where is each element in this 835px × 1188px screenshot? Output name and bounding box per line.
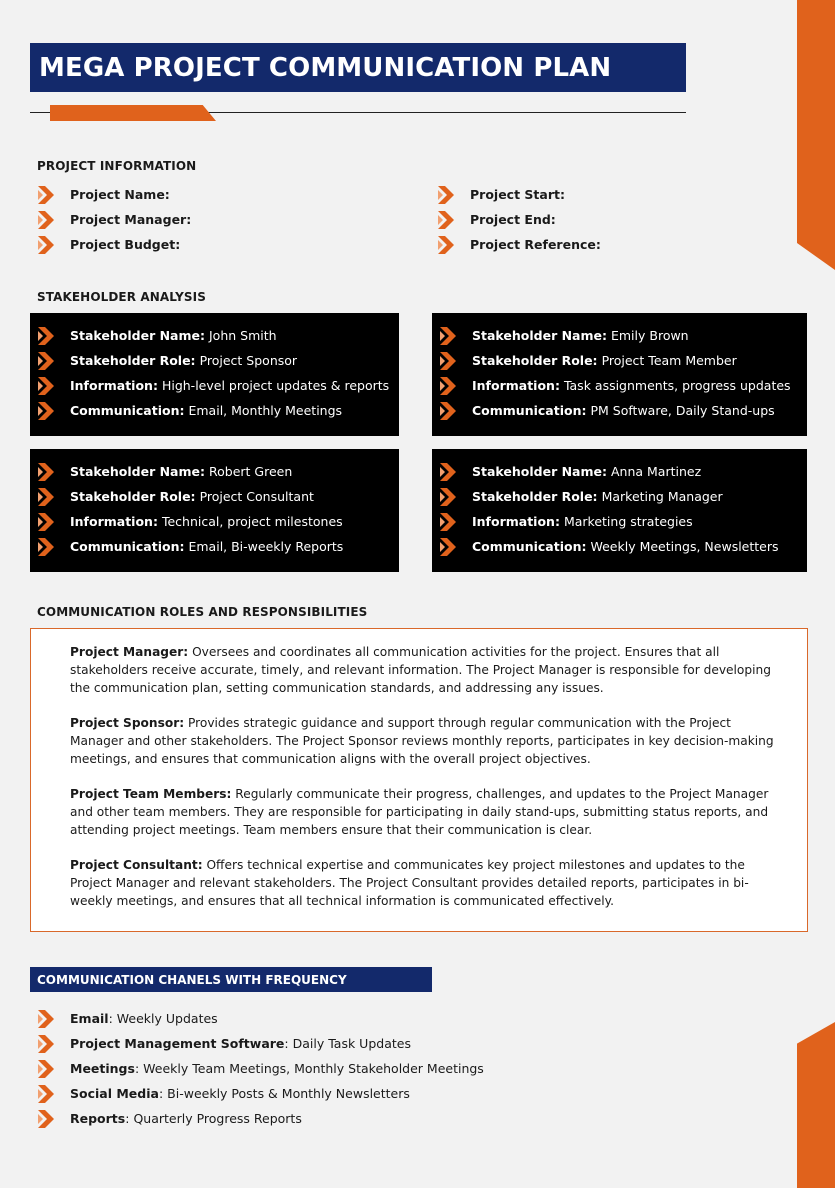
channel-item <box>38 1056 484 1081</box>
roles-box <box>30 628 808 932</box>
channel-separator: : <box>108 1011 113 1026</box>
chevron-right-icon <box>440 327 456 345</box>
info-label: Project Budget: <box>70 237 181 252</box>
channels-heading: COMMUNICATION CHANELS WITH FREQUENCY <box>30 967 432 992</box>
field-value: Robert Green <box>208 464 293 479</box>
field-label: Communication: <box>70 539 185 554</box>
chevron-right-icon <box>38 488 54 506</box>
stakeholder-info-row <box>440 373 807 398</box>
field-value: Emily Brown <box>610 328 689 343</box>
channel-separator: : <box>158 1086 164 1101</box>
channel-value: Daily Task Updates <box>292 1036 411 1051</box>
stakeholder-card <box>30 449 399 572</box>
channel-label: Email <box>70 1011 109 1026</box>
field-label: Stakeholder Role: <box>70 489 196 504</box>
chevron-right-icon <box>38 186 54 204</box>
role-paragraph <box>70 856 787 910</box>
channel-value: Weekly Updates <box>116 1011 218 1026</box>
project-info-heading: PROJECT INFORMATION <box>37 159 197 173</box>
project-info-right <box>438 182 601 257</box>
field-value: Project Consultant <box>199 489 314 504</box>
chevron-right-icon <box>438 211 454 229</box>
field-value: Marketing strategies <box>563 514 693 529</box>
chevron-right-icon <box>438 236 454 254</box>
field-label: Stakeholder Role: <box>472 489 598 504</box>
role-label: Project Team Members: <box>70 787 232 801</box>
stakeholder-name-row <box>38 459 399 484</box>
stakeholder-name-row <box>440 459 807 484</box>
chevron-right-icon <box>38 211 54 229</box>
chevron-right-icon <box>38 513 54 531</box>
chevron-right-icon <box>38 538 54 556</box>
field-value: Anna Martinez <box>610 464 702 479</box>
info-row-project-name <box>38 182 191 207</box>
field-label: Information: <box>472 378 560 393</box>
stakeholder-role-row <box>38 348 399 373</box>
info-label: Project Manager: <box>70 212 192 227</box>
field-value: PM Software, Daily Stand-ups <box>590 403 775 418</box>
title-banner <box>30 43 686 92</box>
channel-value: Weekly Team Meetings, Monthly Stakeholder Meetings <box>143 1061 484 1076</box>
role-label: Project Manager: <box>70 645 189 659</box>
role-text: Oversees and coordinates all communication activities for the project. Ensures that all stakeholders receive accurate, timely, and relevant information. The Project Manager is responsible for developing the communication plan, setting communication standards, and addressing any issues. <box>70 645 771 695</box>
channel-label: Project Management Software <box>70 1036 285 1051</box>
field-label: Communication: <box>70 403 185 418</box>
stakeholder-role-row <box>440 348 807 373</box>
title-accent-bar <box>50 105 216 121</box>
field-value: Project Team Member <box>601 353 737 368</box>
stakeholder-comm-row <box>38 398 399 423</box>
stakeholder-role-row <box>38 484 399 509</box>
stakeholder-info-row <box>440 509 807 534</box>
field-value: John Smith <box>208 328 277 343</box>
chevron-right-icon <box>440 513 456 531</box>
roles-heading: COMMUNICATION ROLES AND RESPONSIBILITIES <box>37 605 368 619</box>
field-value: Technical, project milestones <box>161 514 343 529</box>
chevron-right-icon <box>38 377 54 395</box>
channel-separator: : <box>284 1036 289 1051</box>
stakeholder-name-row <box>38 323 399 348</box>
channel-label: Social Media <box>70 1086 159 1101</box>
field-value: Task assignments, progress updates <box>563 378 791 393</box>
chevron-right-icon <box>38 327 54 345</box>
stakeholder-role-row <box>440 484 807 509</box>
field-value: High-level project updates & reports <box>161 378 390 393</box>
field-label: Information: <box>70 378 158 393</box>
field-label: Communication: <box>472 403 587 418</box>
info-row-project-start <box>438 182 601 207</box>
stakeholder-card <box>432 449 807 572</box>
chevron-right-icon <box>38 402 54 420</box>
page-title: MEGA PROJECT COMMUNICATION PLAN <box>39 52 612 83</box>
field-label: Information: <box>472 514 560 529</box>
stakeholder-comm-row <box>440 398 807 423</box>
chevron-right-icon <box>38 463 54 481</box>
info-label: Project Name: <box>70 187 170 202</box>
chevron-right-icon <box>440 463 456 481</box>
field-label: Stakeholder Role: <box>472 353 598 368</box>
info-row-project-manager <box>38 207 191 232</box>
orange-corner-decoration-top <box>797 0 835 270</box>
info-label: Project Start: <box>470 187 565 202</box>
chevron-right-icon <box>38 1110 54 1128</box>
field-label: Stakeholder Name: <box>472 464 607 479</box>
chevron-right-icon <box>38 236 54 254</box>
orange-corner-decoration-bottom <box>797 1022 835 1188</box>
stakeholder-name-row <box>440 323 807 348</box>
channel-value: Quarterly Progress Reports <box>133 1111 302 1126</box>
channel-label: Meetings <box>70 1061 135 1076</box>
field-label: Information: <box>70 514 158 529</box>
channel-label: Reports <box>70 1111 126 1126</box>
chevron-right-icon <box>38 1035 54 1053</box>
channel-separator: : <box>134 1061 140 1076</box>
channel-separator: : <box>125 1111 130 1126</box>
info-row-project-reference <box>438 232 601 257</box>
role-text: Regularly communicate their progress, challenges, and updates to the Project Manager and other team members. They are responsible for participating in daily stand-ups, submitting status reports, and attending project meetings. Team members ensure that their communication is clear. <box>70 787 769 837</box>
chevron-right-icon <box>440 377 456 395</box>
role-paragraph <box>70 785 787 839</box>
role-label: Project Sponsor: <box>70 716 185 730</box>
field-label: Stakeholder Name: <box>70 328 205 343</box>
project-info-left <box>38 182 191 257</box>
stakeholder-info-row <box>38 373 399 398</box>
role-text: Provides strategic guidance and support through regular communication with the Project Manager and other stakeholders. The Project Sponsor reviews monthly reports, participates in key decision-making meetings, and ensures that communication aligns with the overall project objectives. <box>70 716 774 766</box>
channel-value: Bi-weekly Posts & Monthly Newsletters <box>167 1086 410 1101</box>
role-label: Project Consultant: <box>70 858 203 872</box>
stakeholder-comm-row <box>440 534 807 559</box>
field-label: Stakeholder Role: <box>70 353 196 368</box>
field-label: Stakeholder Name: <box>472 328 607 343</box>
info-row-project-end <box>438 207 601 232</box>
stakeholder-heading: STAKEHOLDER ANALYSIS <box>37 290 206 304</box>
stakeholder-card <box>30 313 399 436</box>
role-text: Offers technical expertise and communicates key project milestones and updates to the Project Manager and relevant stakeholders. The Project Consultant provides detailed reports, participates in bi-weekly meetings, and ensures that all technical information is communicated effectively. <box>70 858 749 908</box>
field-label: Communication: <box>472 539 587 554</box>
channel-item <box>38 1006 484 1031</box>
info-row-project-budget <box>38 232 191 257</box>
chevron-right-icon <box>38 1060 54 1078</box>
chevron-right-icon <box>440 352 456 370</box>
role-paragraph <box>70 714 787 768</box>
stakeholder-info-row <box>38 509 399 534</box>
channel-item <box>38 1031 484 1056</box>
chevron-right-icon <box>440 488 456 506</box>
field-value: Project Sponsor <box>199 353 298 368</box>
chevron-right-icon <box>440 538 456 556</box>
chevron-right-icon <box>38 352 54 370</box>
channel-item <box>38 1081 484 1106</box>
chevron-right-icon <box>440 402 456 420</box>
stakeholder-comm-row <box>38 534 399 559</box>
field-label: Stakeholder Name: <box>70 464 205 479</box>
channels-list <box>38 1006 484 1131</box>
field-value: Email, Monthly Meetings <box>188 403 343 418</box>
chevron-right-icon <box>38 1085 54 1103</box>
field-value: Marketing Manager <box>601 489 723 504</box>
stakeholder-card <box>432 313 807 436</box>
info-label: Project End: <box>470 212 556 227</box>
chevron-right-icon <box>38 1010 54 1028</box>
field-value: Weekly Meetings, Newsletters <box>590 539 779 554</box>
role-paragraph <box>70 643 787 697</box>
chevron-right-icon <box>438 186 454 204</box>
field-value: Email, Bi-weekly Reports <box>188 539 344 554</box>
channel-item <box>38 1106 484 1131</box>
info-label: Project Reference: <box>470 237 601 252</box>
